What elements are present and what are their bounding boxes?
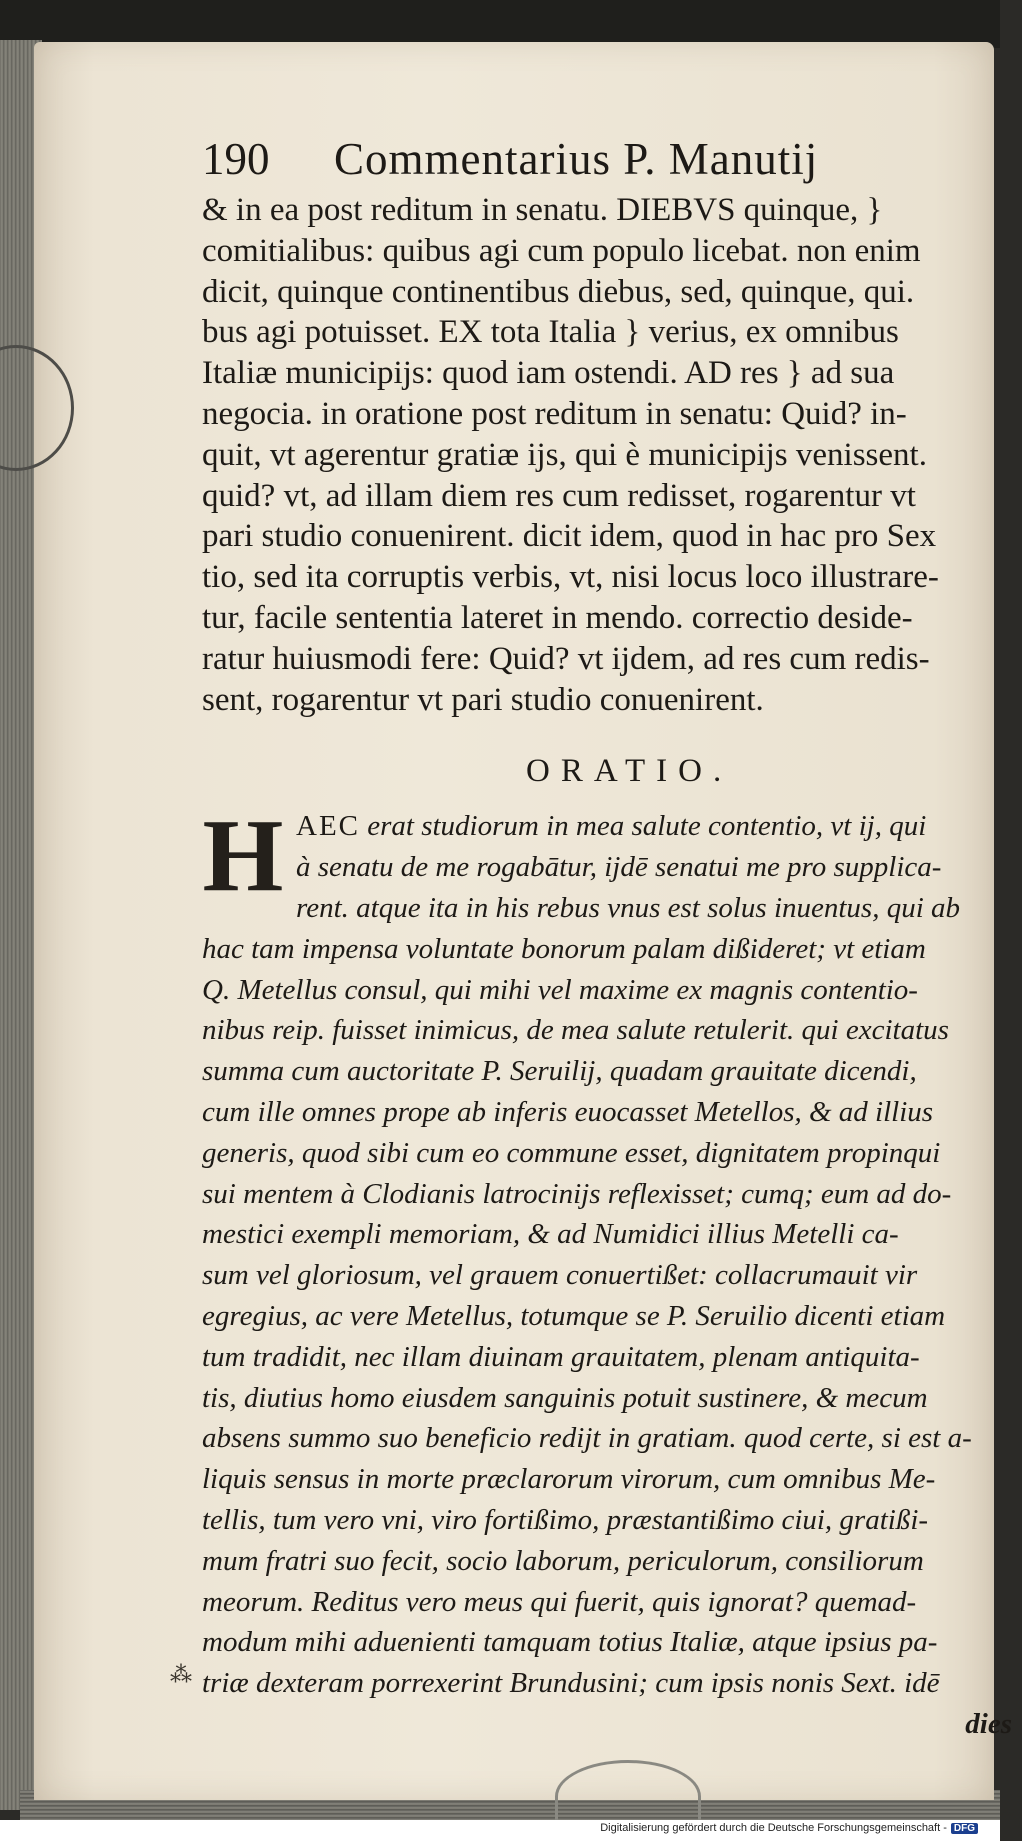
commentary-line: quid? vt, ad illam diem res cum redisset, rogarentur vt: [202, 477, 916, 514]
oration-line: Q. Metellus consul, qui mihi vel maxime ex magnis contentio-: [202, 973, 918, 1006]
commentary-line: dicit, quinque continentibus diebus, sed, quinque, qui.: [202, 273, 915, 310]
oration-lead-caps: AEC: [296, 810, 360, 843]
commentary-line: tur, facile sententia lateret in mendo. correctio deside-: [202, 599, 913, 636]
oration-first-line: [202, 806, 1022, 847]
commentary-block: [202, 190, 1022, 720]
oration-line: generis, quod sibi cum eo commune esset, dignitatem propinqui: [202, 1136, 941, 1169]
oration-line: rent. atque ita in his rebus vnus est solus inuentus, qui ab: [296, 891, 961, 924]
commentary-line: sent, rogarentur vt pari studio conuenirent.: [202, 681, 764, 718]
oration-line: modum mihi aduenienti tamquam totius Italiæ, atque ipsius pa-: [202, 1626, 938, 1659]
oration-first-line-text: erat studiorum in mea salute contentio, vt ij, qui: [360, 810, 927, 843]
oration-lines: [202, 847, 1022, 1704]
page-number: 190: [202, 134, 270, 184]
digitization-footer: [0, 1820, 1000, 1841]
commentary-line: ratur huiusmodi fere: Quid? vt ijdem, ad res cum redis-: [202, 640, 930, 677]
commentary-line: quit, vt agerentur gratiæ ijs, qui è municipijs venissent.: [202, 436, 927, 473]
digitization-note: Digitalisierung gefördert durch die Deutsche Forschungsgemeinschaft -: [600, 1822, 947, 1834]
drop-cap-initial: H: [202, 798, 284, 914]
page-header: [202, 130, 1022, 188]
oration-line: summa cum auctoritate P. Seruilij, quadam grauitate dicendi,: [202, 1055, 917, 1088]
commentary-line: negocia. in oratione post reditum in senatu: Quid? in-: [202, 395, 907, 432]
oration-line: hac tam impensa voluntate bonorum palam dißideret; vt etiam: [202, 932, 926, 965]
oration-block: [202, 798, 1022, 1744]
oration-line: absens summo suo beneficio redijt in gratiam. quod certe, si est a-: [202, 1422, 972, 1455]
dfg-logo-badge: DFG: [951, 1823, 978, 1834]
commentary-line: bus agi potuisset. EX tota Italia } verius, ex omnibus: [202, 314, 899, 351]
oration-line: sui mentem à Clodianis latrocinijs reflexisset; cumq; eum ad do-: [202, 1177, 952, 1210]
commentary-line: pari studio conuenirent. dicit idem, quod in hac pro Sex: [202, 518, 937, 555]
oration-line: à senatu de me rogabātur, ijdē senatui me pro supplica-: [296, 851, 942, 884]
digitization-footer-text: [600, 1822, 978, 1834]
oration-line: tellis, tum vero vni, viro fortißimo, præstantißimo ciui, gratißi-: [202, 1503, 929, 1536]
section-title: ORATIO.: [526, 753, 733, 790]
oration-line: cum ille omnes prope ab inferis euocasset Metellos, & ad illius: [202, 1095, 934, 1128]
oration-line: mum fratri suo fecit, socio laborum, periculorum, consiliorum: [202, 1544, 924, 1577]
running-head: Commentarius P. Manutij: [334, 134, 819, 184]
ink-smudge-mark: ⁂: [170, 1662, 192, 1687]
commentary-line: tio, sed ita corruptis verbis, vt, nisi locus loco illustrare-: [202, 559, 939, 596]
commentary-line: comitialibus: quibus agi cum populo licebat. non enim: [202, 232, 921, 269]
scan-background-top: [0, 0, 1000, 48]
oration-line: liquis sensus in morte præclarorum virorum, cum omnibus Me-: [202, 1463, 936, 1496]
oration-line: sum vel gloriosum, vel grauem conuertißet: collacrumauit vir: [202, 1259, 918, 1292]
oration-line: tum tradidit, nec illam diuinam grauitatem, plenam antiquita-: [202, 1340, 920, 1373]
oration-line: triæ dexteram porrexerint Brundusini; cum ipsis nonis Sext. idē: [202, 1667, 940, 1700]
oration-line: tis, diutius homo eiusdem sanguinis potuit sustinere, & mecum: [202, 1381, 928, 1414]
oration-line: mestici exempli memoriam, & ad Numidici illius Metelli ca-: [202, 1218, 899, 1251]
commentary-line: Italiæ municipijs: quod iam ostendi. AD res } ad sua: [202, 355, 895, 392]
oration-line: meorum. Reditus vero meus qui fuerit, quis ignorat? quemad-: [202, 1585, 917, 1618]
page-content: [202, 130, 1022, 1744]
commentary-line: & in ea post reditum in senatu. DIEBVS quinque, }: [202, 192, 883, 228]
book-page: [34, 42, 1012, 1800]
catchword: dies: [965, 1707, 1012, 1740]
oration-line: nibus reip. fuisset inimicus, de mea salute retulerit. qui excitatus: [202, 1014, 949, 1047]
oration-line: egregius, ac vere Metellus, totumque se P. Seruilio dicenti etiam: [202, 1299, 946, 1332]
